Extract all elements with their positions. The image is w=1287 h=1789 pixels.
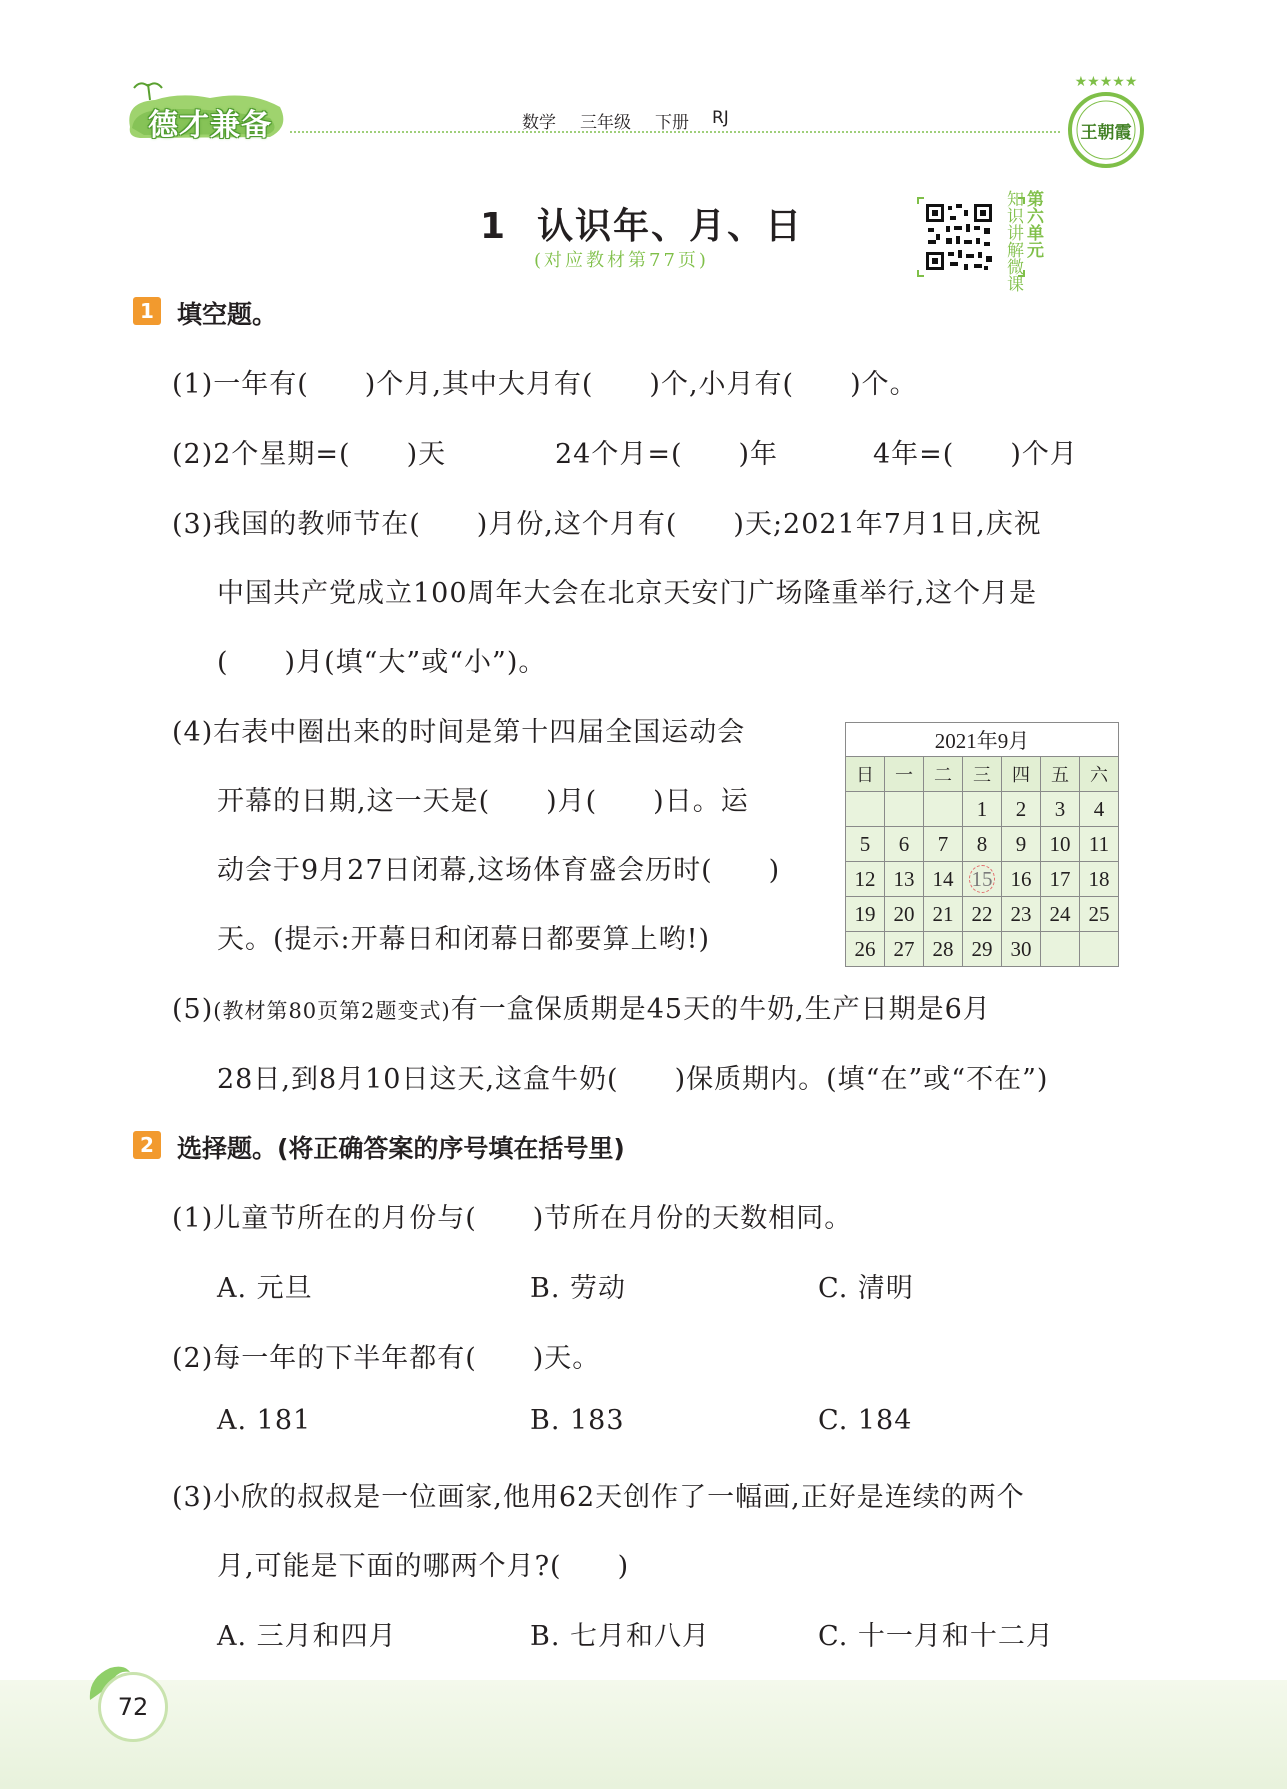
day-cell: 1 bbox=[963, 792, 1002, 827]
day-cell: 3 bbox=[1041, 792, 1080, 827]
s2-question-3-line2: 月,可能是下面的哪两个月?( ) bbox=[217, 1551, 630, 1582]
day-cell: 17 bbox=[1041, 862, 1080, 897]
s2-question-2: (2)每一年的下半年都有( )天。 bbox=[172, 1343, 601, 1374]
circled-day-number: 15 bbox=[971, 866, 993, 891]
s2-q2-option-c: C. 184 bbox=[818, 1405, 913, 1436]
day-cell: 11 bbox=[1080, 827, 1119, 862]
header-edition: RJ bbox=[712, 108, 729, 128]
s2-q3-option-b: B. 七月和八月 bbox=[530, 1621, 711, 1652]
day-cell: 6 bbox=[885, 827, 924, 862]
weekday-cell: 六 bbox=[1080, 757, 1119, 792]
day-cell: 12 bbox=[846, 862, 885, 897]
header-grade: 三年级 bbox=[580, 113, 631, 133]
footer-band bbox=[0, 1680, 1287, 1789]
s1-question-2b: 24个月=( )年 bbox=[555, 439, 779, 470]
day-cell bbox=[885, 792, 924, 827]
day-cell: 16 bbox=[1002, 862, 1041, 897]
q5-text: 有一盒保质期是45天的牛奶,生产日期是6月 bbox=[450, 994, 991, 1025]
day-cell: 7 bbox=[924, 827, 963, 862]
s1-question-4-line1: (4)右表中圈出来的时间是第十四届全国运动会 bbox=[172, 717, 746, 748]
section-2-title: 选择题。(将正确答案的序号填在括号里) bbox=[177, 1134, 625, 1163]
day-cell: 14 bbox=[924, 862, 963, 897]
day-cell bbox=[1041, 932, 1080, 967]
calendar-caption: 2021年9月 bbox=[846, 723, 1119, 757]
lesson-title-text: 认识年、月、日 bbox=[537, 206, 804, 247]
s2-q2-option-a: A. 181 bbox=[217, 1405, 312, 1436]
s1-question-3-line1: (3)我国的教师节在( )月份,这个月有( )天;2021年7月1日,庆祝 bbox=[172, 509, 1042, 540]
s2-q1-option-a: A. 元旦 bbox=[217, 1273, 313, 1304]
s2-q1-option-c: C. 清明 bbox=[818, 1273, 914, 1304]
s2-q3-option-c: C. 十一月和十二月 bbox=[818, 1621, 1054, 1652]
day-cell: 28 bbox=[924, 932, 963, 967]
weekday-cell: 五 bbox=[1041, 757, 1080, 792]
header-subject: 数学 bbox=[522, 113, 556, 133]
s1-question-5-line1 bbox=[172, 987, 991, 1026]
s1-question-4-line4: 天。(提示:开幕日和闭幕日都要算上哟!) bbox=[217, 924, 711, 955]
day-cell: 21 bbox=[924, 897, 963, 932]
day-cell: 27 bbox=[885, 932, 924, 967]
s1-question-1: (1)一年有( )个月,其中大月有( )个,小月有( )个。 bbox=[172, 369, 918, 400]
weekday-cell: 日 bbox=[846, 757, 885, 792]
q5-number: (5) bbox=[172, 994, 214, 1025]
section-1-badge: 1 bbox=[133, 297, 161, 325]
day-cell: 26 bbox=[846, 932, 885, 967]
day-cell: 30 bbox=[1002, 932, 1041, 967]
day-cell: 19 bbox=[846, 897, 885, 932]
s1-question-2a: (2)2个星期=( )天 bbox=[172, 439, 447, 470]
calendar-table bbox=[845, 722, 1119, 967]
day-cell: 18 bbox=[1080, 862, 1119, 897]
day-cell bbox=[1080, 932, 1119, 967]
day-cell bbox=[846, 792, 885, 827]
seal-logo bbox=[1060, 72, 1152, 172]
s2-q3-option-a: A. 三月和四月 bbox=[217, 1621, 397, 1652]
day-cell: 20 bbox=[885, 897, 924, 932]
s2-question-1: (1)儿童节所在的月份与( )节所在月份的天数相同。 bbox=[172, 1203, 853, 1234]
circled-day-cell bbox=[963, 862, 1002, 897]
header-term: 下册 bbox=[655, 113, 689, 133]
s1-question-3-line2: 中国共产党成立100周年大会在北京天安门广场隆重举行,这个月是 bbox=[217, 578, 1038, 609]
s2-q1-option-b: B. 劳动 bbox=[530, 1273, 627, 1304]
weekday-cell: 二 bbox=[924, 757, 963, 792]
unit-label: 第六单元 bbox=[1023, 190, 1043, 258]
lesson-title bbox=[480, 198, 803, 249]
day-cell: 10 bbox=[1041, 827, 1080, 862]
weekday-cell: 四 bbox=[1002, 757, 1041, 792]
day-cell bbox=[924, 792, 963, 827]
day-cell: 23 bbox=[1002, 897, 1041, 932]
day-cell: 13 bbox=[885, 862, 924, 897]
circle-mark bbox=[969, 865, 995, 893]
s2-q2-option-b: B. 183 bbox=[530, 1405, 625, 1436]
day-cell: 2 bbox=[1002, 792, 1041, 827]
s1-question-5-line2: 28日,到8月10日这天,这盒牛奶( )保质期内。(填“在”或“不在”) bbox=[217, 1064, 1049, 1095]
section-1-title: 填空题。 bbox=[177, 300, 278, 329]
day-cell: 8 bbox=[963, 827, 1002, 862]
day-cell: 25 bbox=[1080, 897, 1119, 932]
weekday-cell: 三 bbox=[963, 757, 1002, 792]
svg-text:王朝霞: 王朝霞 bbox=[1080, 123, 1132, 143]
svg-text:★★★★★: ★★★★★ bbox=[1074, 74, 1138, 90]
day-cell: 5 bbox=[846, 827, 885, 862]
q5-source-note: (教材第80页第2题变式) bbox=[213, 999, 451, 1023]
day-cell: 9 bbox=[1002, 827, 1041, 862]
s1-question-4-line2: 开幕的日期,这一天是( )月( )日。运 bbox=[217, 786, 749, 817]
s1-question-2c: 4年=( )个月 bbox=[873, 439, 1078, 470]
s1-question-3-line3: ( )月(填“大”或“小”)。 bbox=[217, 647, 547, 678]
day-cell: 4 bbox=[1080, 792, 1119, 827]
s2-question-3-line1: (3)小欣的叔叔是一位画家,他用62天创作了一幅画,正好是连续的两个 bbox=[172, 1482, 1025, 1513]
lesson-subtitle: (对应教材第77页) bbox=[534, 250, 709, 271]
micro-lesson-label: 知识讲解微课 bbox=[1003, 190, 1023, 292]
section-2-badge: 2 bbox=[133, 1131, 161, 1159]
lesson-number: 1 bbox=[480, 206, 508, 247]
day-cell: 29 bbox=[963, 932, 1002, 967]
day-cell: 24 bbox=[1041, 897, 1080, 932]
brand-title: 德才兼备 bbox=[148, 108, 272, 143]
day-cell: 22 bbox=[963, 897, 1002, 932]
page-number: 72 bbox=[98, 1672, 168, 1742]
s1-question-4-line3: 动会于9月27日闭幕,这场体育盛会历时( ) bbox=[217, 855, 781, 886]
weekday-cell: 一 bbox=[885, 757, 924, 792]
